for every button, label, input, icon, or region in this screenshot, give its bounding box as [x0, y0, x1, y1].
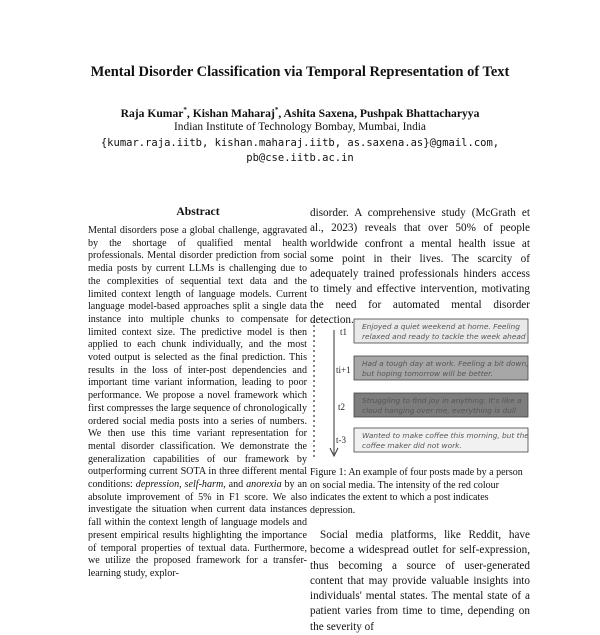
figure-1 [310, 318, 530, 460]
time-label: t-3 [336, 435, 346, 445]
abstract-text: by an absolute improvement of 5% in F1 score. We also investigate the situation when current data instances fall within the context length of language models and present empirical results highlighting the importance of temporal properties of textual data. Furthermore, we utilize the proposed framework for a transfer-learning study, explor- [88, 479, 308, 579]
condition-term: depression [135, 479, 180, 491]
intro-paragraph: Social media platforms, like Reddit, have become a widespread outlet for self-expression, thus becoming a source of user-generated content that may provide valuable insights into individuals' mental states. The mental state of a patient varies from time to time, depending on the severity of [310, 529, 530, 633]
email-block [0, 136, 600, 166]
author-marker: * [183, 106, 187, 114]
time-label: ti+1 [336, 365, 351, 375]
author-name: Raja Kumar [120, 106, 184, 120]
abstract-body [88, 225, 307, 581]
abstract-heading: Abstract [176, 205, 220, 218]
author-name: Kishan Maharaj [192, 106, 275, 120]
separator-text: , and [223, 479, 247, 491]
post-text: Wanted to make coffee this morning, but the [362, 431, 529, 440]
paper-title: Mental Disorder Classification via Temporal Representation of Text [90, 64, 510, 80]
author-name: Ashita Saxena [283, 106, 355, 120]
post-text: Enjoyed a quiet weekend at home. Feeling [362, 322, 520, 331]
figure-caption: Figure 1: An example of four posts made by a person on social media. The intensity of the red colour indicates the extent to which a post indicates depression. [310, 467, 523, 516]
separator-text: , [179, 479, 185, 491]
post-text: Had a tough day at work. Feeling a bit down, [362, 359, 529, 368]
time-label: t2 [338, 402, 346, 412]
post-text: coffee maker did not work. [362, 441, 462, 450]
author-list: Raja Kumar*, Kishan Maharaj*, Ashita Saxena, Pushpak Bhattacharyya [120, 106, 480, 120]
condition-term: self-harm [184, 479, 224, 491]
abstract-text: Mental disorders pose a global challenge, aggravated by the shortage of qualified mental health professionals. Mental disorder prediction from social media posts by current LLMs is challenging due to the complexities of sequential text data and the limited context length of language models. Current language model-based approaches split a single data instance into multiple chunks to compensate for limited context size. The predictive model is then applied to each chunk individually, and the most voted output is selected as the final prediction. This results in the loss of inter-post dependencies and important time variant information, leading to poor performance. We propose a novel framework which first compresses the large sequence of chronologically ordered social media posts into a series of numbers. We then use this time variant representation for mental disorder classification. We demonstrate the generalization capabilities of our framework by outperforming current SOTA in three different mental conditions: [88, 225, 307, 491]
time-label: t1 [340, 327, 348, 337]
email-line: pb@cse.iitb.ac.in [246, 152, 354, 164]
affiliation: Indian Institute of Technology Bombay, Mumbai, India [174, 121, 426, 133]
condition-term: anorexia [246, 479, 282, 491]
email-line: {kumar.raja.iitb, kishan.maharaj.iitb, as.saxena.as}@gmail.com, [100, 137, 500, 149]
intro-continuation: disorder. A comprehensive study (McGrath et al., 2023) reveals that over 50% of people worldwide confront a mental health issue at some point in their lives. The scarcity of adequately trained professionals hinders access to timely and effective intervention, motivating the need for automated mental disorder detection. [310, 207, 530, 327]
post-text: relaxed and ready to tackle the week ahead [362, 332, 526, 341]
author-marker: * [274, 106, 279, 114]
author-name: Pushpak Bhattacharyya [359, 106, 480, 120]
post-text: but hoping tomorrow will be better. [362, 369, 493, 378]
post-text: Struggling to find joy in anything. It's like a [362, 396, 522, 405]
timeline-figure [310, 318, 530, 460]
post-text: cloud hanging over me, everything is dull [362, 406, 516, 415]
